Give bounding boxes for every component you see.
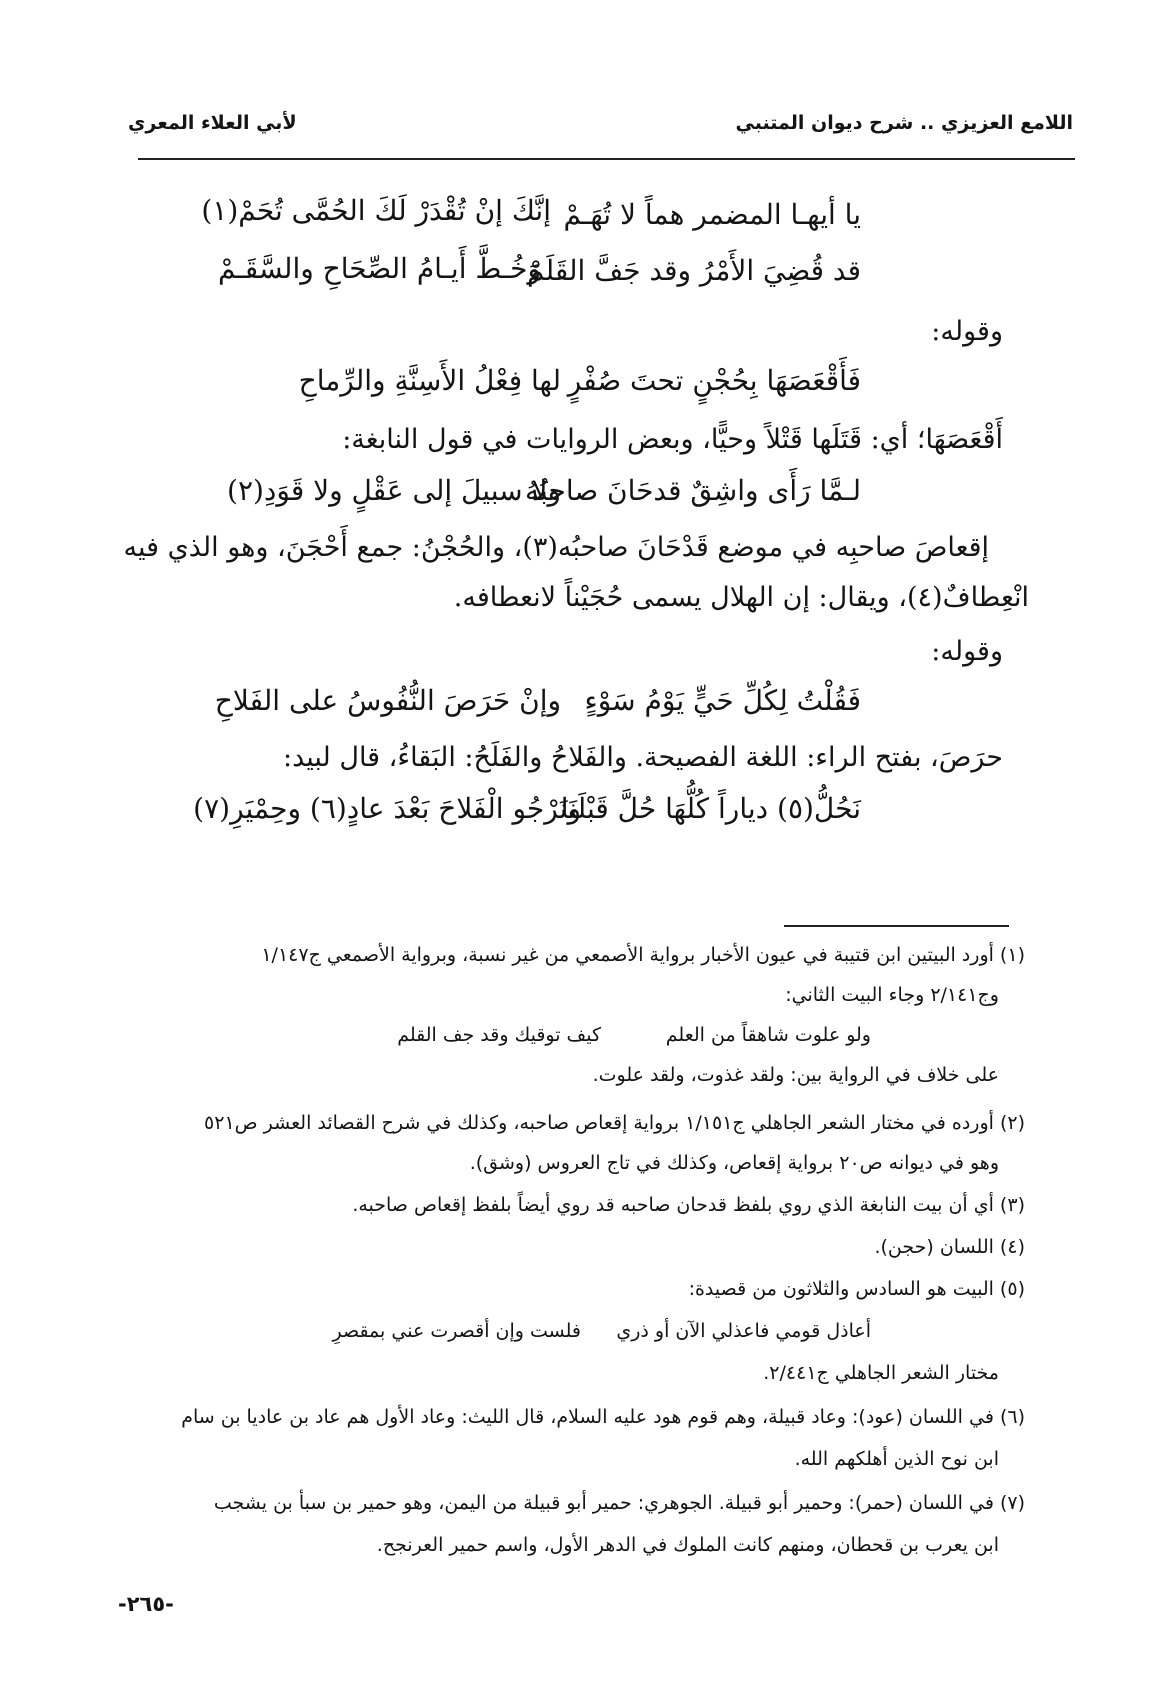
- footnote-5-line-2: مختار الشعر الجاهلي ج٢/٤٤١.: [763, 1362, 999, 1384]
- verse-1-first-hemistich: يا أيهـا المضمر هماً لا تُهَـمْ: [563, 198, 861, 231]
- footnote-1-line-1: (١) أورد البيتين ابن قتيبة في عيون الأخبار برواية الأصمعي من غير نسبة، وبرواية الأصمعي ج١/١٤٧: [261, 944, 1025, 966]
- footnote-7-line-2: ابن يعرب بن قحطان، ومنهم كانت الملوك في الدهر الأول، واسم حمير العرنجح.: [376, 1534, 999, 1556]
- running-header-author: لأبي العلاء المعري: [128, 112, 297, 134]
- qawluhu-2: وقوله:: [931, 636, 1003, 667]
- prose-paragraph-2-line-2: انْعِطافٌ(٤)، ويقال: إن الهلال يسمى حُجَيْناً لانعطافه.: [453, 582, 1029, 613]
- verse-3-first-hemistich: فَأَقْعَصَهَا بِحُجْنٍ تحتَ صُفْرٍ: [567, 364, 861, 397]
- prose-paragraph-3: حرَصَ، بفتح الراء: اللغة الفصيحة. والفَلاحُ والفَلَحُ: البَقاءُ، قال لبيد:: [282, 742, 1003, 773]
- verse-6-second-hemistich: ونَرْجُو الْفَلاحَ بَعْدَ عادٍ(٦) وحِمْيَرِ(٧): [193, 792, 581, 825]
- footnote-4: (٤) اللسان (حجن).: [874, 1236, 1025, 1258]
- verse-1-second-hemistich: إنَّكَ إنْ تُقْدَرْ لَكَ الحُمَّى تُحَمْ(١): [201, 194, 551, 227]
- footnote-1-line-2: وج٢/١٤١ وجاء البيت الثاني:: [785, 984, 999, 1006]
- footnote-1-line-3: على خلاف في الرواية بين: ولقد غذوت، ولقد علوت.: [592, 1064, 999, 1086]
- header-rule: [138, 158, 1075, 160]
- verse-2-second-hemistich: وَخُـطَّ أَيـامُ الصِّحَاحِ والسَّقَـمْ: [217, 252, 541, 285]
- verse-2-first-hemistich: قد قُضِيَ الأَمْرُ وقد جَفَّ القَلَمْ: [526, 254, 861, 287]
- footnote-5-verse-second: فلست وإن أقصرت عني بمقصرِ: [332, 1320, 581, 1342]
- running-header-title: اللامع العزيزي .. شرح ديوان المتنبي: [735, 112, 1073, 134]
- footnote-6-line-2: ابن نوح الذين أهلكهم الله.: [794, 1448, 999, 1470]
- footnote-2-line-1: (٢) أورده في مختار الشعر الجاهلي ج١/١٥١ برواية إقعاص صاحبه، وكذلك في شرح القصائد العشر ص٥٢١: [204, 1112, 1025, 1134]
- verse-5-first-hemistich: فَقُلْتُ لِكُلِّ حَيٍّ يَوْمُ سَوْءٍ: [584, 684, 861, 717]
- footnote-6-line-1: (٦) في اللسان (عود): وعاد قبيلة، وهم قوم هود عليه السلام، قال الليث: وعاد الأول هم عاد بن عاديا بن سام: [181, 1406, 1025, 1428]
- footnote-5-line-1: (٥) البيت هو السادس والثلاثون من قصيدة:: [688, 1278, 1025, 1300]
- verse-4-first-hemistich: لـمَّا رَأَى واشِقٌ قدحَانَ صاحبُهُ: [525, 474, 861, 507]
- qawluhu-1: وقوله:: [931, 316, 1003, 347]
- prose-paragraph-2-line-1: إقعاصَ صاحبِه في موضع قَدْحَانَ صاحبُه(٣)، والحُجْنُ: جمع أَحْجَنَ، وهو الذي فيه: [123, 532, 989, 563]
- verse-4-second-hemistich: ولا سبيلَ إلى عَقْلٍ ولا قَوَدِ(٢): [227, 474, 561, 507]
- footnote-5-verse-first: أعاذل قومي فاعذلي الآن أو ذري: [616, 1320, 871, 1342]
- page-number: -٢٦٥-: [118, 1592, 174, 1616]
- footnote-2-line-2: وهو في ديوانه ص٢٠ برواية إقعاص، وكذلك في تاج العروس (وشق).: [469, 1152, 999, 1174]
- verse-3-second-hemistich: لها فِعْلُ الأَسِنَّةِ والرِّماحِ: [298, 364, 561, 397]
- verse-6-first-hemistich: نَحُلُّ(٥) دياراً كُلُّهَا حُلَّ قَبْلَنَا: [560, 792, 861, 825]
- verse-5-second-hemistich: وإنْ حَرَصَ النُّفُوسُ على الفَلاحِ: [214, 684, 561, 717]
- footnote-separator: [784, 925, 1009, 927]
- footnote-1-verse-first: ولو علوت شاهقاً من العلم: [665, 1024, 871, 1046]
- footnote-7-line-1: (٧) في اللسان (حمر): وحمير أبو قبيلة. الجوهري: حمير أبو قبيلة من اليمن، وهو حمير بن سبأ بن يشجب: [213, 1492, 1025, 1514]
- footnote-3: (٣) أي أن بيت النابغة الذي روي بلفظ قدحان صاحبه قد روي أيضاً بلفظ إقعاص صاحبه.: [352, 1194, 1025, 1216]
- footnote-1-verse-second: كيف توقيك وقد جف القلم: [397, 1024, 601, 1046]
- prose-paragraph-1: أَقْعَصَهَا؛ أي: قَتَلَها قَتْلاً وحيًّا، وبعض الروايات في قول النابغة:: [342, 424, 1003, 455]
